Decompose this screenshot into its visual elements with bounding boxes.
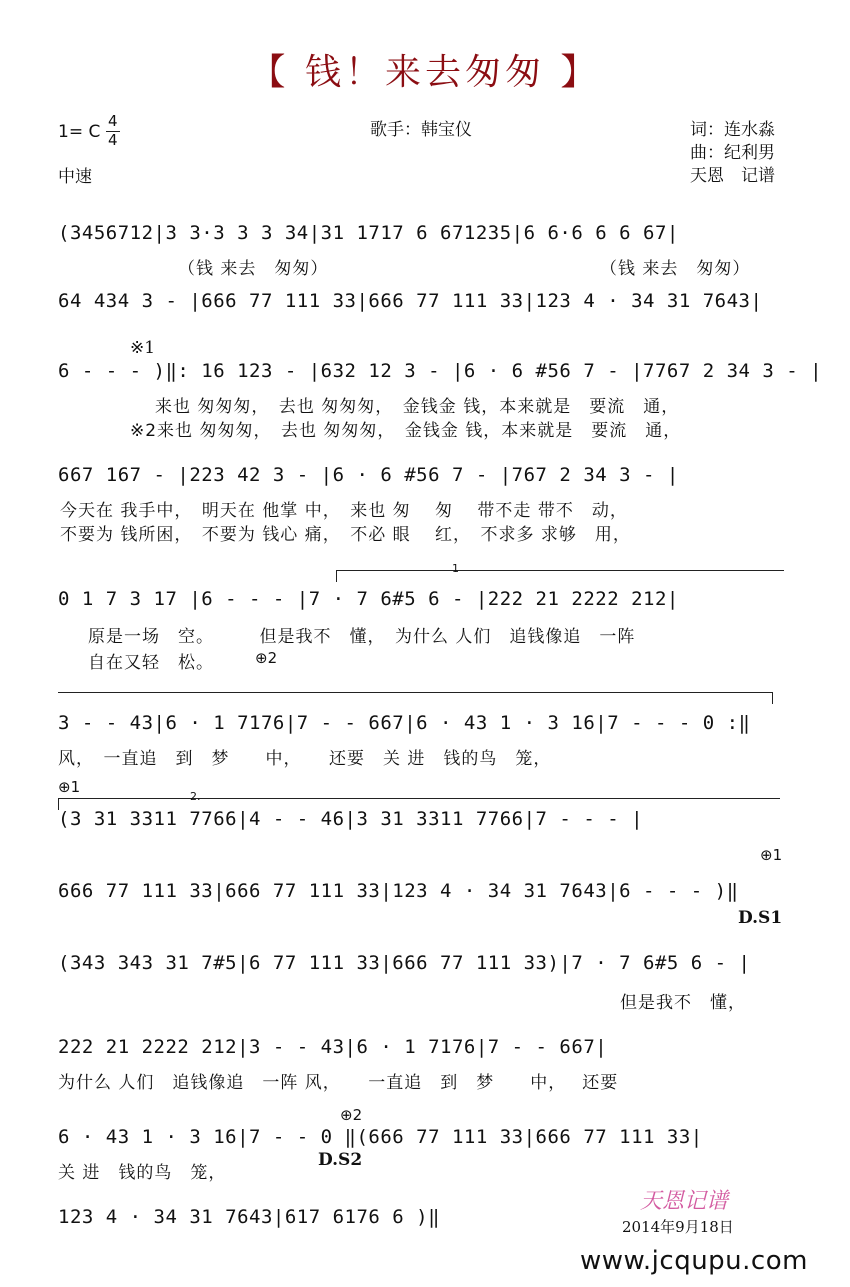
time-signature-bottom: 4 — [108, 131, 118, 149]
score-row-11: 6 · 43 1 · 3 16|7 - - 0 ‖(666 77 111 33|666 77 111 33| — [58, 1126, 703, 1148]
score-row-9: (343 343 31 7#5|6 77 111 33|666 77 111 33)|7 · 7 6#5 6 - | — [58, 952, 751, 974]
lyric-row-4a: 今天在 我手中， 明天在 他掌 中， 来也 匆 匆 带不走 带不 动， — [60, 501, 628, 521]
volta-2-bracket — [58, 798, 780, 799]
lyric-row-11: 关 进 钱的鸟 笼， — [58, 1163, 227, 1183]
lyricist: 词：连水淼 — [690, 120, 775, 140]
segno-mark-1: ※1 — [130, 338, 156, 358]
key-signature: 1= C — [58, 122, 101, 142]
singer: 歌手：韩宝仪 — [370, 120, 472, 140]
lyric-row-6: 风， 一直追 到 梦 中， 还要 关 进 钱的鸟 笼， — [58, 749, 552, 769]
time-signature-top: 4 — [108, 112, 118, 130]
lyric-row-1a: （钱 来去 匆匆） — [178, 259, 329, 279]
tempo: 中速 — [58, 167, 92, 187]
volta-continue-line — [58, 692, 772, 693]
site-watermark: www.jcqupu.com — [580, 1246, 808, 1276]
coda-mark-1-end: ⊕1 — [760, 846, 783, 864]
date-text: 2014年9月18日 — [622, 1218, 734, 1236]
volta-end — [772, 692, 773, 704]
score-row-3: 6 - - - )‖: 16 123 - |632 12 3 - |6 · 6 #56 7 - |7767 2 34 3 - | — [58, 360, 823, 382]
volta-1-bracket — [336, 570, 784, 571]
lyric-row-9: 但是我不 懂， — [620, 993, 746, 1013]
volta-1-label: 1 — [452, 562, 459, 575]
score-row-2: 64 434 3 - |666 77 111 33|666 77 111 33|123 4 · 34 31 7643| — [58, 290, 763, 312]
coda-mark-2: ⊕2 — [255, 649, 278, 667]
lyric-row-1b: （钱 来去 匆匆） — [600, 259, 751, 279]
page-title: 【 钱！来去匆匆 】 — [249, 52, 601, 93]
lyric-row-5b: 自在又轻 松。 — [88, 653, 214, 673]
score-row-10: 222 21 2222 212|3 - - 43|6 · 1 7176|7 - - 667| — [58, 1036, 608, 1058]
score-row-12: 123 4 · 34 31 7643|617 6176 6 )‖ — [58, 1206, 441, 1228]
coda-mark-1: ⊕1 — [58, 778, 81, 796]
transcriber: 天恩 记谱 — [690, 166, 775, 186]
lyric-row-5a: 原是一场 空。 但是我不 懂， 为什么 人们 追钱像追 一阵 — [88, 627, 636, 647]
ds2-mark: D.S2 — [318, 1150, 363, 1170]
lyric-row-3b: ※2来也 匆匆匆， 去也 匆匆匆， 金钱金 钱，本来就是 要流 通， — [130, 421, 682, 441]
composer: 曲：纪利男 — [690, 143, 775, 163]
lyric-row-10: 为什么 人们 追钱像追 一阵 风， 一直追 到 梦 中， 还要 — [58, 1073, 619, 1093]
lyric-row-3a: 来也 匆匆匆， 去也 匆匆匆， 金钱金 钱，本来就是 要流 通， — [155, 397, 680, 417]
lyric-row-4b: 不要为 钱所困， 不要为 钱心 痛， 不必 眼 红， 不求多 求够 用， — [60, 525, 631, 545]
score-row-4: 667 167 - |223 42 3 - |6 · 6 #56 7 - |767 2 34 3 - | — [58, 464, 679, 486]
coda-mark-2-end: ⊕2 — [340, 1106, 363, 1124]
transcriber-stamp: 天恩记谱 — [640, 1189, 729, 1214]
score-row-7: (3 31 3311 7766|4 - - 46|3 31 3311 7766|7 - - - | — [58, 808, 644, 830]
ds1-mark: D.S1 — [738, 908, 783, 928]
score-row-1: (3456712|3 3·3 3 3 34|31 1717 6 671235|6 6·6 6 6 67| — [58, 222, 679, 244]
score-row-8: 666 77 111 33|666 77 111 33|123 4 · 34 31 7643|6 - - - )‖ — [58, 880, 739, 902]
score-row-5: 0 1 7 3 17 |6 - - - |7 · 7 6#5 6 - |222 21 2222 212| — [58, 588, 679, 610]
score-row-6: 3 - - 43|6 · 1 7176|7 - - 667|6 · 43 1 · 3 16|7 - - - 0 :‖ — [58, 712, 751, 734]
volta-1-start — [336, 570, 337, 582]
volta-2-label: 2. — [190, 790, 201, 803]
